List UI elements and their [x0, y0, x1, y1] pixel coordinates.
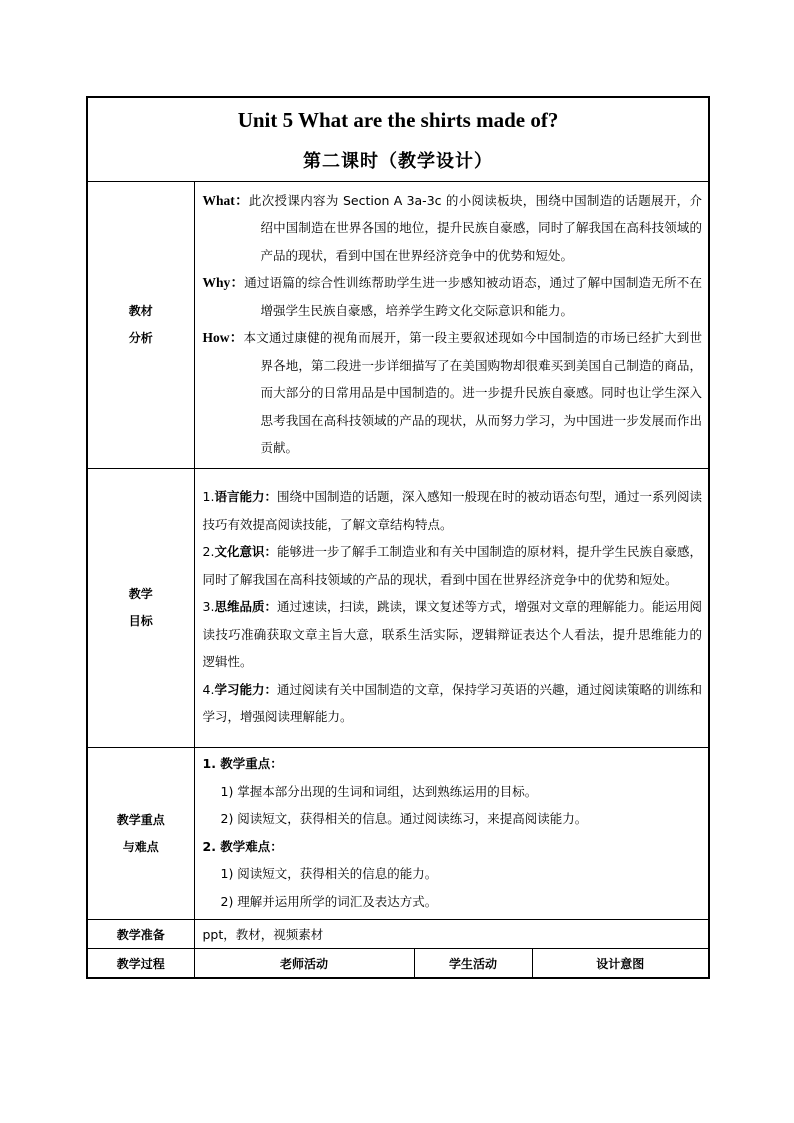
key-points-label [87, 748, 194, 920]
analysis-content [194, 182, 709, 469]
why-paragraph [203, 269, 703, 324]
goal-lead: 文化意识： [214, 544, 277, 560]
what-lead: What： [202, 192, 249, 208]
goals-label-line1: 教学 [128, 587, 153, 601]
how-text: 本文通过康健的视角而展开，第一段主要叙述现如今中国制造的市场已经扩大到世界各地，第二段进一步详细描写了在美国购物却很难买到美国自己制造的商品，而大部分的日常用品是中国制造的。进一步提升民族自豪感。同时也让学生深入思考我国在高科技领域的产品的现状，从而努力学习，为中国进一步发展而作出贡献。 [243, 330, 703, 455]
difficulty-item: 2) 理解并运用所学的词汇及表达方式。 [220, 893, 438, 909]
difficulty-item: 1) 阅读短文，获得相关的信息的能力。 [220, 866, 438, 881]
key-points-content [194, 748, 709, 920]
process-col-purpose: 设计意图 [532, 949, 709, 979]
goals-row [87, 469, 709, 748]
lesson-plan-table [86, 96, 710, 979]
goal-num: 3. [202, 599, 215, 615]
goal-num: 1. [202, 489, 215, 505]
focus-heading: 1. 教学重点： [202, 756, 283, 771]
goal-text: 围绕中国制造的话题，深入感知一般现在时的被动语态句型，通过一系列阅读技巧有效提高阅读技能，了解文章结构特点。 [202, 489, 702, 532]
how-lead: How： [202, 330, 244, 345]
process-col-student: 学生活动 [414, 949, 532, 979]
goal-num: 4. [202, 681, 215, 697]
goal-text: 能够进一步了解手工制造业和有关中国制造的原材料，提升学生民族自豪感，同时了解我国在高科技领域的产品的现状，看到中国在世界经济竞争中的优势和短处。 [202, 544, 702, 587]
title-row [87, 97, 709, 182]
why-lead: Why： [202, 275, 245, 290]
focus-item: 1) 掌握本部分出现的生词和词组，达到熟练运用的目标。 [220, 783, 538, 799]
analysis-label-line2: 分析 [128, 331, 153, 345]
what-text: 此次授课内容为 Section A 3a-3c 的小阅读板块，围绕中国制造的话题展开，介绍中国制造在世界各国的地位，提升民族自豪感，同时了解我国在高科技领域的产品的现状，看到中国在世界经济竞争中的优势和短处。 [248, 192, 703, 263]
goal-lead: 学习能力： [214, 681, 277, 697]
goal-text: 通过阅读有关中国制造的文章，保持学习英语的兴趣，通过阅读策略的训练和学习，增强阅读理解能力。 [202, 681, 702, 725]
goals-label-line2: 目标 [128, 614, 153, 628]
goal-item-language [203, 483, 703, 538]
key-points-label-line1: 教学重点 [116, 812, 165, 827]
goals-content [194, 469, 709, 748]
preparation-value: ppt，教材，视频素材 [194, 920, 709, 949]
key-points-row [87, 748, 709, 920]
key-points-label-line2: 与难点 [122, 839, 159, 854]
goal-item-learning [203, 676, 703, 731]
analysis-label [87, 182, 194, 469]
analysis-label-line1: 教材 [128, 304, 153, 318]
preparation-label: 教学准备 [87, 920, 194, 949]
preparation-row [87, 920, 709, 949]
process-header-row [87, 949, 709, 979]
how-paragraph [203, 324, 703, 462]
what-paragraph [203, 187, 703, 270]
goal-item-culture [203, 538, 703, 593]
goal-text: 通过速读，扫读，跳读，课文复述等方式，增强对文章的理解能力。能运用阅读技巧准确获取文章主旨大意，联系生活实际，逻辑辩证表达个人看法，提升思维能力的逻辑性。 [202, 599, 703, 670]
goals-label [87, 469, 194, 748]
goal-item-thinking [203, 593, 703, 676]
title-chinese: 第二课时（教学设计） [303, 150, 493, 172]
title-cell [87, 97, 709, 182]
goal-lead: 思维品质： [214, 599, 277, 615]
difficulty-heading: 2. 教学难点： [202, 838, 283, 854]
why-text: 通过语篇的综合性训练帮助学生进一步感知被动语态，通过了解中国制造无所不在增强学生民族自豪感，培养学生跨文化交际意识和能力。 [244, 275, 702, 318]
process-col-teacher: 老师活动 [194, 949, 414, 979]
analysis-row [87, 182, 709, 469]
process-col-stage: 教学过程 [87, 949, 194, 979]
focus-item: 2) 阅读短文，获得相关的信息。通过阅读练习，来提高阅读能力。 [220, 811, 588, 826]
goal-lead: 语言能力： [214, 489, 277, 505]
title-english: Unit 5 What are the shirts made of? [237, 107, 559, 132]
goal-num: 2. [202, 544, 215, 560]
